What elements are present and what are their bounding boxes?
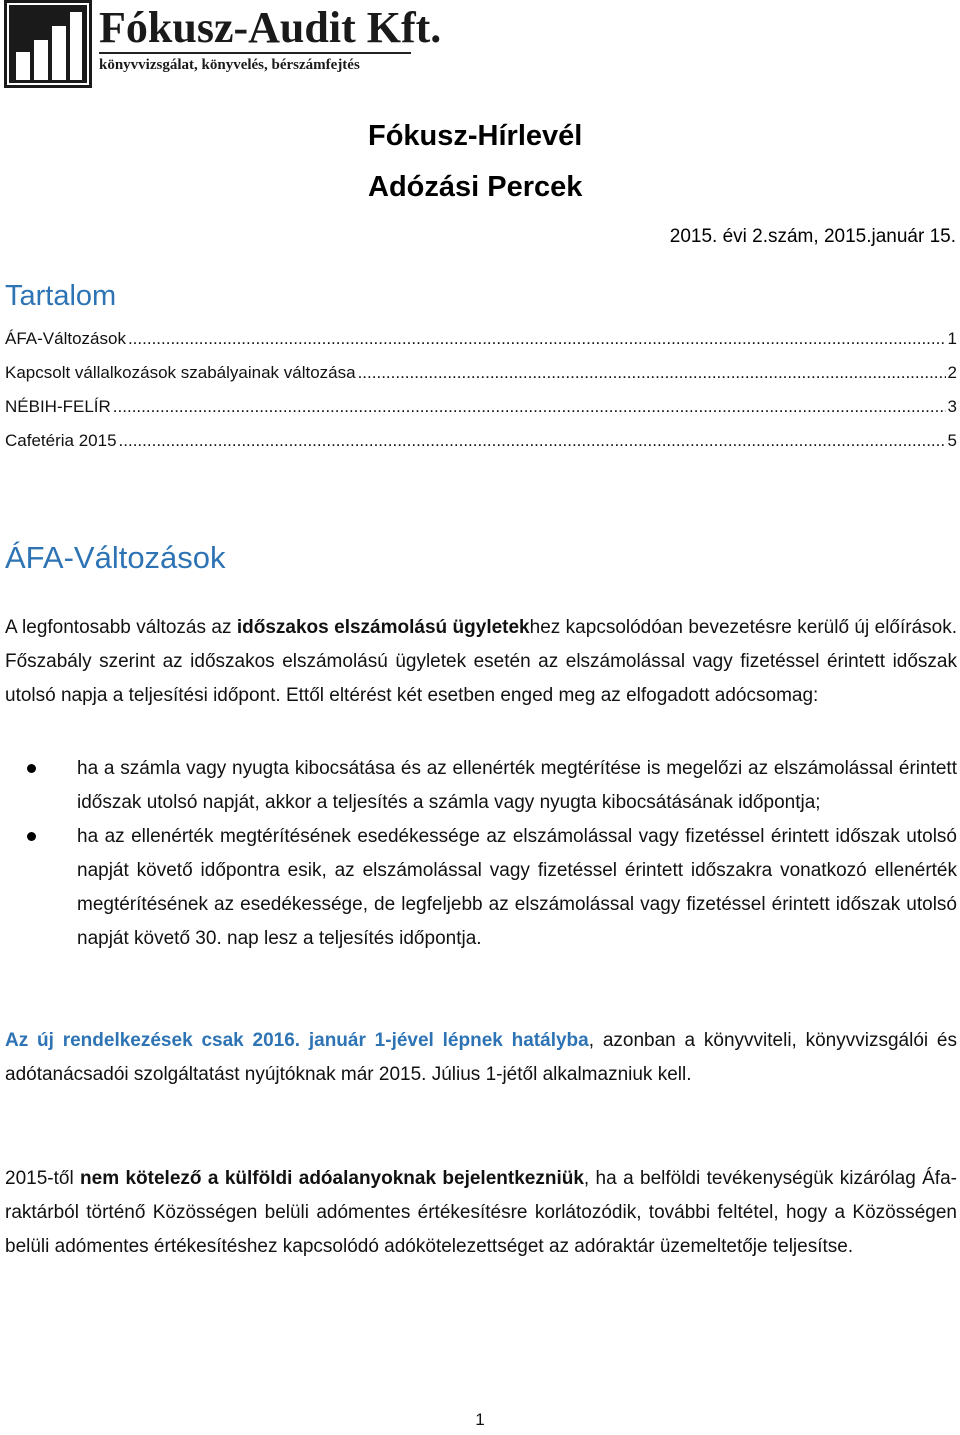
- logo-mark-icon: [4, 0, 92, 88]
- toc-entry[interactable]: [5, 329, 957, 363]
- toc-entry[interactable]: [5, 363, 957, 397]
- toc-leader: [358, 363, 946, 383]
- text-run: Ettől eltérést két esetben enged meg az elfogadott adócsomag:: [280, 685, 819, 706]
- text-run-bold: nem kötelező a külföldi adóalanyoknak bejelentkezniük: [80, 1168, 584, 1189]
- toc-entry-page: 2: [947, 363, 957, 382]
- toc-entry-title: Kapcsolt vállalkozások szabályainak változása: [5, 363, 356, 382]
- text-run: , azonban a könyvviteli, könyvvizsgálói és adótanácsadói szolgáltatást nyújtóknak már 2015. Július 1-jétől alkalmazniuk kell.: [5, 1030, 957, 1085]
- page-number: 1: [475, 1410, 485, 1429]
- newsletter-subtitle: Adózási Percek: [368, 171, 583, 203]
- list-item-text: ha az ellenérték megtérítésének esedékessége az elszámolással vagy fizetéssel érintett időszak utolsó napját követő időpontra esik, az elszámolással vagy fizetéssel érintett időszakra vonatkozó ellenérték megtérítésének az esedékessége, de legfeljebb az elszámolással vagy fizetéssel érintett időszak utolsó napját követő 30. nap lesz a teljesítés időpontja.: [77, 826, 957, 949]
- text-run: , ha a belföldi tevékenységük kizárólag Áfa-raktárból történő Közösségen belüli adómentes értékesítésre korlátozódik, további feltétel, hogy a Közösségen belüli adómentes értékesítéshez kapcsolódó adókötelezettséget az adóraktár üzemeltetője teljesítse.: [5, 1168, 957, 1257]
- toc-leader: [128, 329, 946, 349]
- bullet-list: [5, 752, 957, 956]
- bullet-icon: [5, 820, 77, 956]
- paragraph-intro: [5, 611, 957, 713]
- text-run: A legfontosabb változás az: [5, 617, 237, 638]
- toc-entry-page: 5: [947, 431, 957, 450]
- list-item: [5, 820, 957, 956]
- text-run-bold: időszakos elszámolású ügyletek: [236, 617, 530, 638]
- paragraph-registration: [5, 1162, 957, 1264]
- toc-entry-title: Cafetéria 2015: [5, 431, 117, 450]
- toc-heading: Tartalom: [5, 280, 117, 312]
- table-of-contents: [5, 329, 957, 465]
- toc-entry-page: 3: [947, 397, 957, 416]
- company-logo: [4, 0, 442, 88]
- toc-entry[interactable]: [5, 431, 957, 465]
- toc-leader: [119, 431, 946, 451]
- text-run-highlight: Az új rendelkezések csak 2016. január 1-jével lépnek hatályba: [5, 1030, 589, 1051]
- toc-leader: [113, 397, 946, 417]
- logo-divider: [99, 52, 411, 54]
- logo-company-name: Fókusz-Audit Kft.: [99, 3, 442, 52]
- logo-tagline: könyvvizsgálat, könyvelés, bérszámfejtés: [99, 57, 360, 73]
- text-run: hez kapcsolódóan bevezetésre kerülő új előírások.: [529, 617, 958, 638]
- toc-entry-title: ÁFA-Változások: [5, 329, 126, 348]
- toc-entry[interactable]: [5, 397, 957, 431]
- toc-entry-page: 1: [947, 329, 957, 348]
- paragraph-effective-date: [5, 1024, 957, 1092]
- section-heading: ÁFA-Változások: [5, 540, 226, 575]
- text-run: Főszabály szerint az időszakos elszámolású ügyletek esetén az elszámolással vagy fizetéssel érintett időszak utolsó napja a teljesítési időpont.: [5, 651, 957, 706]
- bullet-icon: [5, 752, 77, 820]
- text-run: 2015-től: [5, 1168, 81, 1189]
- toc-entry-title: NÉBIH-FELÍR: [5, 397, 111, 416]
- list-item-text: ha a számla vagy nyugta kibocsátása és az ellenérték megtérítése is megelőzi az elszámolással érintett időszak utolsó napját, akkor a teljesítés a számla vagy nyugta kibocsátásának időpontja;: [77, 758, 957, 813]
- newsletter-title: Fókusz-Hírlevél: [368, 120, 583, 152]
- issue-info: 2015. évi 2.szám, 2015.január 15.: [669, 226, 956, 247]
- list-item: [5, 752, 957, 820]
